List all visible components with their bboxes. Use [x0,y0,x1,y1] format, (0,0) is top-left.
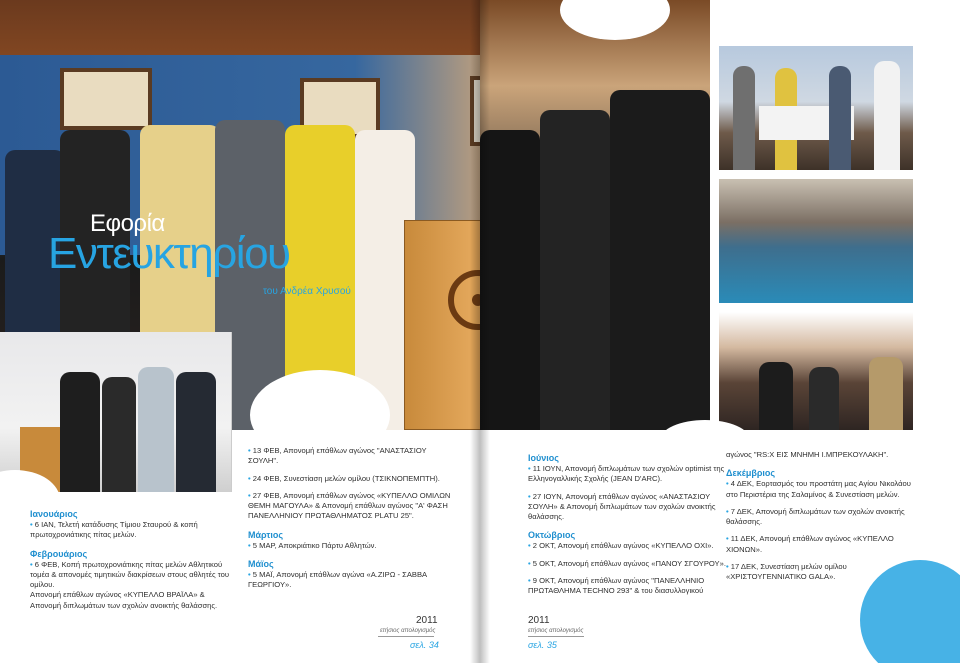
event-item: • 24 ΦΕΒ, Συνεστίαση μελών ομίλου (ΤΣΙΚΝΟΠΕΜΠΤΗ). [248,473,440,483]
footer-divider [378,636,434,637]
person [809,367,839,430]
person [829,66,851,170]
main-event-photo-continued [480,0,710,430]
gathering-photo [719,312,913,430]
text-column-4 [726,450,922,590]
month-heading: Οκτώβριος [528,530,576,541]
event-item: Απονομή επάθλων αγώνος «ΚΥΠΕΛΛΟ ΒΡΑΪΛΑ» & Απονομή διπλωμάτων των σχολών ανοικτής θαλάσσης. [30,590,218,610]
event-item: • 7 ΔΕΚ, Απονομή διπλωμάτων των σχολών ανοικτής θαλάσσης. [726,506,905,527]
event-item: • 5 ΜΑΡ, Αποκριάτικο Πάρτυ Αθλητών. [248,540,377,550]
footer-divider [528,636,584,637]
person [176,372,216,492]
person [733,66,755,170]
event-item: • 6 ΦΕΒ, Κοπή πρωτοχρονιάτικης πίτας μελών Αθλητικού τομέα & απονομές τιμητικών διακρίσεων στους αθλητές του ομίλου. [30,559,230,590]
text-column-3 [528,450,726,604]
person [874,61,900,170]
event-item: • 27 ΦΕΒ, Απονομή επάθλων αγώνος «ΚΥΠΕΛΛΟ ΟΜΙΛΩΝ ΘΕΜΗ ΜΑΓΟΥΛΑ» & Απονομή επάθλων αγώνος "Α' ΦΑΣΗ ΠΑΝΕΛΛΗΝΙΟΥ ΠΡΩΤΑΘΛΗΜΑΤΟΣ PLATU 25". [248,490,451,521]
event-item: • 5 ΜΑΪ, Απονομή επάθλων αγώνα «Α.ΖΙΡΩ - ΣΑΒΒΑ ΓΕΩΡΓΙΟΥ». [248,570,427,590]
text-column-1 [30,506,230,618]
cross-diving-photo [719,179,913,303]
event-item: • 4 ΔΕΚ, Εορτασμός του προστάτη μας Αγίου Νικολάου στο Περιστέρια της Σαλαμίνος & Συνεστίαση μελών. [726,479,911,499]
person [540,110,610,430]
event-item: • 5 ΟΚΤ, Απονομή επάθλων αγώνος «ΠΑΝΟΥ ΣΓΟΥΡΟΥ». [528,558,726,568]
event-item-continued: αγώνος "RS:X ΕΙΣ ΜΝΗΜΗ Ι.ΜΠΡΕΚΟΥΛΑΚΗ". [726,450,889,459]
event-item: • 13 ΦΕΒ, Απονομή επάθλων αγώνος "ΑΝΑΣΤΑΣΙΟΥ ΣΟΥΛΗ". [248,446,427,466]
person [138,367,174,492]
magazine-spine [470,0,490,663]
event-item: • 9 ΟΚΤ, Απονομή επάθλων αγώνος "ΠΑΝΕΛΛΗΝΙΟ ΠΡΩΤΑΘΛΗΜΑ TECHNO 293" & του διασυλλογικού [528,576,705,596]
title-subtitle: του Ανδρέα Χρυσού [263,286,351,297]
month-heading: Δεκέμβριος [726,468,776,479]
person [60,372,100,492]
event-item: • 2 ΟΚΤ, Απονομή επάθλων αγώνος «ΚΥΠΕΛΛΟ ΟΧΙ». [528,541,714,551]
event-item: • 6 ΙΑΝ, Τελετή κατάδυσης Τίμιου Σταυρού & κοπή πρωτοχρονιάτικης πίτας μελών. [30,520,198,540]
month-heading: Φεβρουάριος [30,548,88,559]
month-heading: Ιούνιος [528,453,559,463]
event-item: • 11 ΙΟΥΝ, Απονομή διπλωμάτων των σχολών optimist της Ελληνογαλλικής Σχολής (JEAN D'ARC). [528,464,725,484]
month-heading: Ιανουάριος [30,509,78,519]
photo-frame-left [60,68,152,130]
event-item: • 17 ΔΕΚ, Συνεστίαση μελών ομίλου «ΧΡΙΣΤΟΥΓΕΝΝΙΑΤΙΚΟ GALA». [726,562,847,582]
title-line-2: Εντευκτηρίου [48,229,290,278]
presentation-photo [719,46,913,170]
event-item: • 11 ΔΕΚ, Απονομή επάθλων αγώνος «ΚΥΠΕΛΛΟ ΧΙΟΝΩΝ». [726,534,894,554]
right-page [480,0,960,663]
award-photo [0,332,232,492]
page-number: σελ. 34 [410,640,439,650]
text-column-2 [248,446,456,598]
month-heading: Μάρτιος [248,529,284,540]
person [102,377,136,492]
footer-year: 2011 [416,615,438,626]
person [610,90,710,430]
event-item: • 27 ΙΟΥΝ, Απονομή επάθλων αγώνος «ΑΝΑΣΤΑΣΙΟΥ ΣΟΥΛΗ» & Απονομή διπλωμάτων των σχολών ανοικτής θαλάσσης. [528,491,716,522]
title-line-1: Εφορία [90,210,165,237]
person [759,362,793,430]
footer-subtitle: ετήσιος απολογισμός [380,628,436,634]
footer-year: 2011 [528,615,550,626]
page-number: σελ. 35 [528,640,557,650]
footer-subtitle: ετήσιος απολογισμός [528,628,584,634]
person [869,357,903,430]
month-heading: Μάϊος [248,559,274,570]
